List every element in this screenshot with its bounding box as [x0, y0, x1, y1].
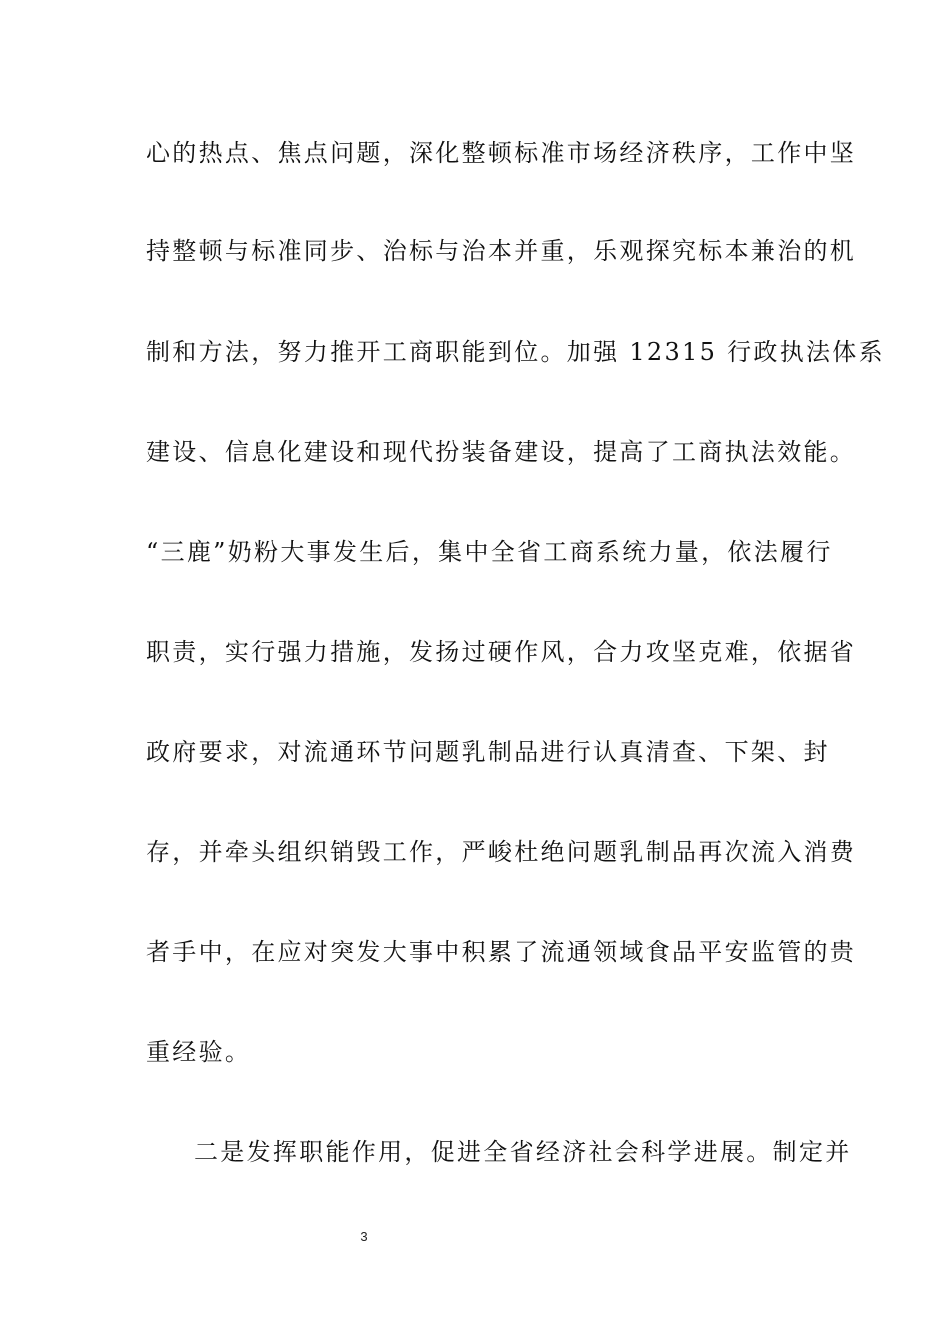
- body-text-line: 职责，实行强力措施，发扬过硬作风，合力攻坚克难，依据省: [146, 638, 857, 666]
- body-text-line: 制和方法，努力推开工商职能到位。加强 12315 行政执法体系: [146, 338, 885, 366]
- body-text-line: 者手中，在应对突发大事中积累了流通领域食品平安监管的贵: [146, 938, 857, 966]
- body-text-line: 重经验。: [146, 1038, 252, 1066]
- body-text-line: 持整顿与标准同步、治标与治本并重，乐观探究标本兼治的机: [146, 237, 857, 265]
- body-text-line: 政府要求，对流通环节问题乳制品进行认真清查、下架、封: [146, 738, 830, 766]
- body-text-line: “三鹿”奶粉大事发生后，集中全省工商系统力量，依法履行: [146, 538, 833, 566]
- body-text-line: 建设、信息化建设和现代扮装备建设，提高了工商执法效能。: [146, 438, 857, 466]
- page-number: 3: [360, 1229, 368, 1244]
- paragraph-start-line: 二是发挥职能作用，促进全省经济社会科学进展。制定并: [194, 1138, 852, 1166]
- body-text-line: 心的热点、焦点问题，深化整顿标准市场经济秩序，工作中坚: [146, 139, 857, 167]
- body-text-line: 存，并牵头组织销毁工作，严峻杜绝问题乳制品再次流入消费: [146, 838, 857, 866]
